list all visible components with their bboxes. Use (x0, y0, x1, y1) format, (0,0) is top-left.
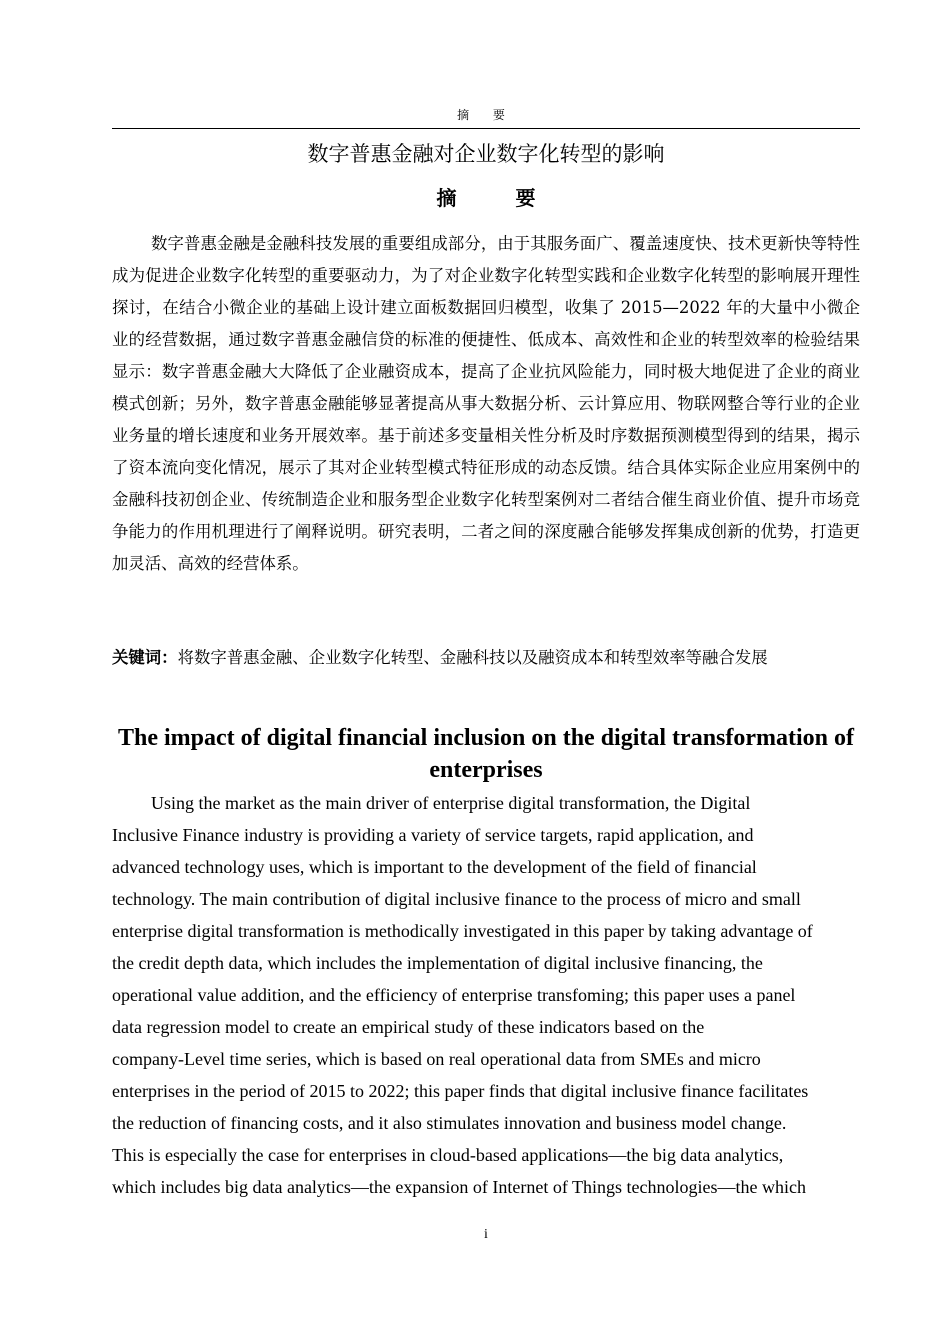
english-abstract-line: company-Level time series, which is based on real operational data from SMEs and micro (112, 1049, 761, 1069)
english-abstract-line: data regression model to create an empirical study of these indicators based on the (112, 1017, 705, 1037)
chinese-abstract-body: 数字普惠金融是金融科技发展的重要组成部分，由于其服务面广、覆盖速度快、技术更新快等特性成为促进企业数字化转型的重要驱动力，为了对企业数字化转型实践和企业数字化转型的影响展开理性探讨，在结合小微企业的基础上设计建立面板数据回归模型，收集了 2015—2022 年的大量中小微企业的经营数据，通过数字普惠金融信贷的标准的便捷性、低成本、高效性和企业的转型效率的检验结果显示：数字普惠金融大大降低了企业融资成本，提高了企业抗风险能力，同时极大地促进了企业的商业模式创新；另外，数字普惠金融能够显著提高从事大数据分析、云计算应用、物联网整合等行业的企业业务量的增长速度和业务开展效率。基于前述多变量相关性分析及时序数据预测模型得到的结果，揭示了资本流向变化情况，展示了其对企业转型模式特征形成的动态反馈。结合具体实际企业应用案例中的金融科技初创企业、传统制造企业和服务型企业数字化转型案例对二者结合催生商业价值、提升市场竞争能力的作用机理进行了阐释说明。研究表明，二者之间的深度融合能够发挥集成创新的优势，打造更加灵活、高效的经营体系。 (112, 234, 860, 573)
english-abstract-line: enterprise digital transformation is methodically investigated in this paper by taking advantage of (112, 921, 813, 941)
keywords-label: 关键词： (112, 648, 178, 667)
english-abstract-line: advanced technology uses, which is important to the development of the field of financial (112, 857, 757, 877)
english-abstract-line: operational value addition, and the efficiency of enterprise transfoming; this paper uses a panel (112, 985, 796, 1005)
english-abstract-line: This is especially the case for enterprises in cloud-based applications—the big data analytics, (112, 1145, 784, 1165)
english-abstract-body (112, 787, 860, 1203)
chinese-abstract-heading: 摘 要 (436, 186, 562, 210)
english-abstract-line: technology. The main contribution of digital inclusive finance to the process of micro and small (112, 889, 801, 909)
running-header: 摘 要 (457, 108, 515, 122)
header-rule (112, 128, 860, 129)
chinese-title: 数字普惠金融对企业数字化转型的影响 (307, 142, 665, 166)
page-number: i (484, 1227, 488, 1242)
english-abstract-line: the reduction of financing costs, and it also stimulates innovation and business model change. (112, 1113, 787, 1133)
keywords-text: 将数字普惠金融、企业数字化转型、金融科技以及融资成本和转型效率等融合发展 (177, 648, 768, 667)
english-abstract-line: Inclusive Finance industry is providing a variety of service targets, rapid application, and (112, 825, 754, 845)
english-abstract-line: which includes big data analytics—the expansion of Internet of Things technologies—the which (112, 1177, 806, 1197)
english-abstract-line: enterprises in the period of 2015 to 2022; this paper finds that digital inclusive finance facilitates (112, 1081, 809, 1101)
chinese-keywords (112, 642, 860, 674)
english-abstract-line: Using the market as the main driver of enterprise digital transformation, the Digital (151, 793, 751, 813)
english-abstract-line: the credit depth data, which includes the implementation of digital inclusive financing, the (112, 953, 763, 973)
english-title: The impact of digital financial inclusion on the digital transformation of enterprises (117, 725, 855, 783)
